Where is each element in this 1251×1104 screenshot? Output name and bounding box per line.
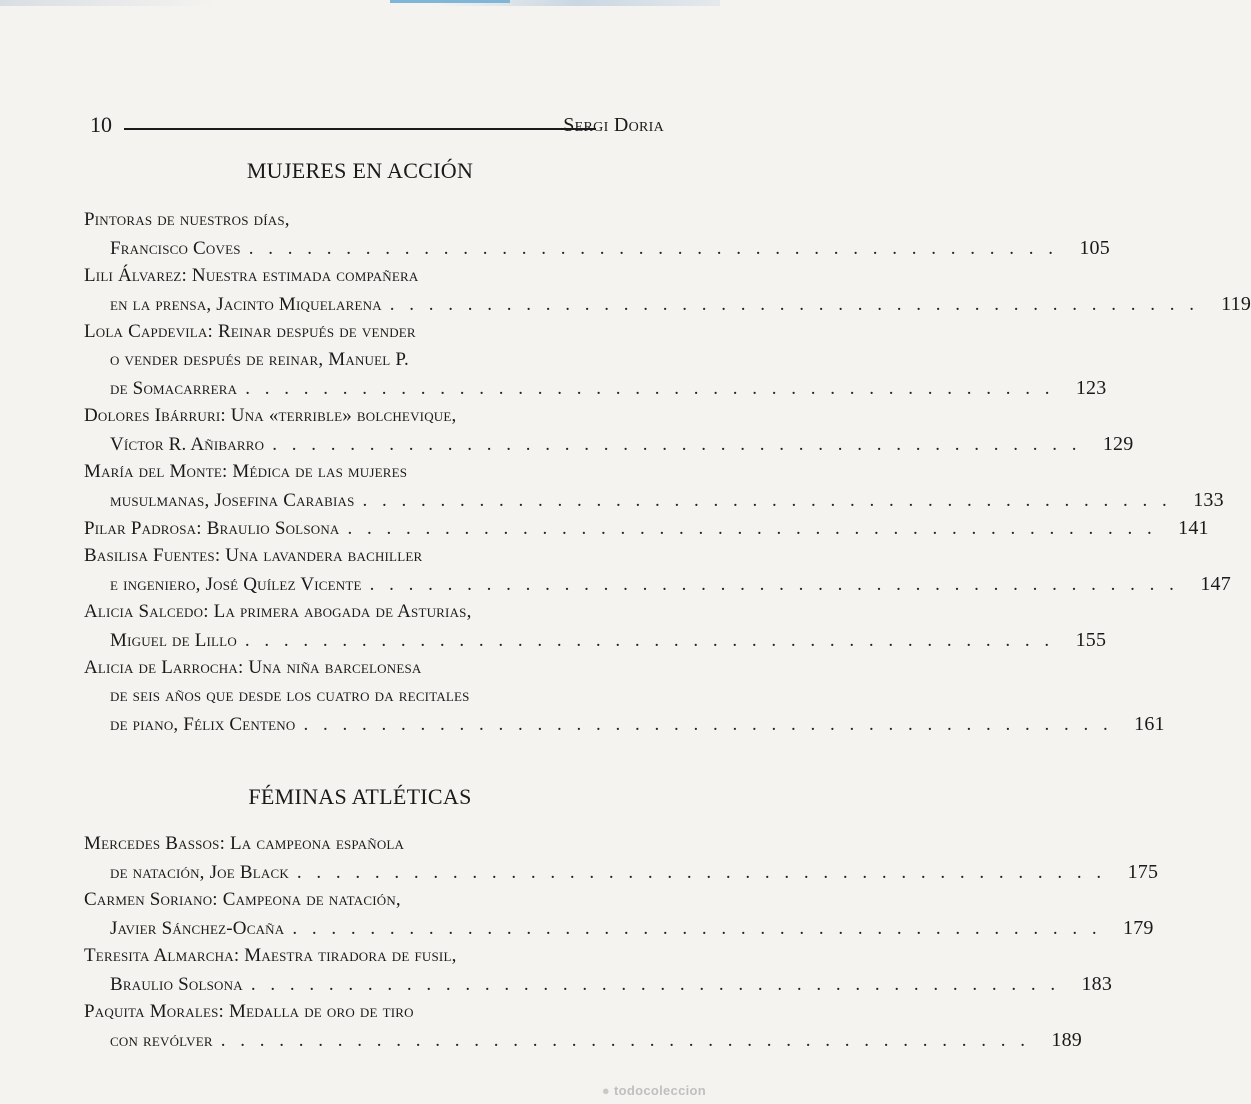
- toc-entry-author: en la prensa, Jacinto Miquelarena: [110, 294, 382, 315]
- watermark-logo: ● todocoleccion: [601, 1083, 706, 1098]
- toc-entry: [84, 998, 1082, 1054]
- dot-leader: . . . . . . . . . . . . . . . . . . . . . . . . . . . . . . . . . . . . . . . . . .: [347, 518, 1157, 539]
- toc-entry-title-line: Basilisa Fuentes: Una lavandera bachiller: [84, 545, 423, 566]
- toc-entry-author: Pilar Padrosa: Braulio Solsona: [84, 518, 340, 539]
- toc-entry-title-line: Dolores Ibárruri: Una «terrible» bolchevique,: [84, 405, 457, 426]
- toc-entry-author: de Somacarrera: [110, 378, 238, 399]
- toc-entry-title-line: de seis años que desde los cuatro da recitales: [110, 685, 470, 706]
- dot-leader: . . . . . . . . . . . . . . . . . . . . . . . . . . . . . . . . . . . . . . . . . .: [244, 630, 1055, 651]
- toc-entry: [84, 318, 1107, 402]
- toc-page-number: 147: [1200, 573, 1231, 595]
- dot-leader: . . . . . . . . . . . . . . . . . . . . . . . . . . . . . . . . . . . . . . . . . .: [250, 974, 1061, 995]
- toc-page-number: 179: [1123, 917, 1154, 939]
- toc-entry-author: con revólver: [110, 1030, 213, 1051]
- toc-entry-title-line: Alicia Salcedo: La primera abogada de Asturias,: [84, 601, 472, 622]
- toc-page-number: 161: [1134, 713, 1165, 735]
- toc-entry: [84, 458, 1224, 514]
- toc-page-number: 105: [1079, 237, 1110, 259]
- toc-page-number: 155: [1075, 629, 1107, 651]
- toc-entry-author: Braulio Solsona: [110, 974, 243, 995]
- dot-leader: . . . . . . . . . . . . . . . . . . . . . . . . . . . . . . . . . . . . . . . . . .: [389, 294, 1200, 315]
- toc-entry: [84, 262, 1251, 318]
- dot-leader: . . . . . . . . . . . . . . . . . . . . . . . . . . . . . . . . . . . . . . . . . .: [220, 1030, 1030, 1051]
- toc-section-mujeres: [84, 206, 1251, 738]
- toc-page-number: 141: [1178, 517, 1209, 539]
- top-scan-edge: [0, 0, 720, 6]
- toc-entry-last-line: [84, 290, 1251, 318]
- toc-entry: [84, 542, 1231, 598]
- toc-entry-title-line: Lola Capdevila: Reinar después de vender: [84, 321, 416, 342]
- toc-page-number: 119: [1221, 293, 1251, 315]
- toc-section-feminas: [84, 830, 1159, 1054]
- toc-entry-last-line: [84, 570, 1231, 598]
- toc-entry-last-line: [84, 1026, 1082, 1054]
- toc-entry-last-line: [84, 374, 1107, 402]
- toc-entry: [84, 942, 1113, 998]
- dot-leader: . . . . . . . . . . . . . . . . . . . . . . . . . . . . . . . . . . . . . . . . . .: [248, 238, 1058, 259]
- toc-entry-title-line: Mercedes Bassos: La campeona española: [84, 833, 405, 854]
- top-color-mark: [390, 0, 510, 3]
- toc-entry: [84, 514, 1209, 542]
- toc-entry: [84, 830, 1159, 886]
- toc-entry-last-line: [84, 514, 1209, 542]
- header-rule: [124, 128, 596, 130]
- section-title-feminas: FÉMINAS ATLÉTICAS: [248, 784, 472, 809]
- toc-page-number: 183: [1081, 973, 1113, 995]
- dot-leader: . . . . . . . . . . . . . . . . . . . . . . . . . . . . . . . . . . . . . . . . . .: [362, 490, 1172, 511]
- toc-entry-author: Javier Sánchez-Ocaña: [110, 918, 285, 939]
- toc-entry-title-line: Pintoras de nuestros días,: [84, 209, 290, 230]
- toc-entry-title-line: o vender después de reinar, Manuel P.: [110, 349, 409, 370]
- toc-entry-last-line: [84, 626, 1107, 654]
- toc-entry: [84, 402, 1134, 458]
- toc-page-number: 129: [1102, 433, 1134, 455]
- toc-entry: [84, 886, 1154, 942]
- toc-page-number: 189: [1051, 1029, 1082, 1051]
- toc-entry-title-line: Lili Álvarez: Nuestra estimada compañera: [84, 265, 419, 286]
- toc-entry-title-line: Paquita Morales: Medalla de oro de tiro: [84, 1001, 414, 1022]
- toc-entry-last-line: [84, 430, 1134, 458]
- toc-entry-author: Francisco Coves: [110, 238, 241, 259]
- toc-entry-author: musulmanas, Josefina Carabias: [110, 490, 355, 511]
- toc-entry-last-line: [84, 486, 1224, 514]
- toc-entry-last-line: [84, 970, 1113, 998]
- toc-entry-author: de natación, Joe Black: [110, 862, 289, 883]
- dot-leader: . . . . . . . . . . . . . . . . . . . . . . . . . . . . . . . . . . . . . . . . . .: [272, 434, 1082, 455]
- toc-page-number: 175: [1127, 861, 1159, 883]
- toc-entry-author: e ingeniero, José Quílez Vicente: [110, 574, 362, 595]
- toc-entry-author: Víctor R. Añibarro: [110, 434, 265, 455]
- toc-entry-author: de piano, Félix Centeno: [110, 714, 296, 735]
- running-head-author: Sergi Doria: [563, 114, 664, 136]
- dot-leader: . . . . . . . . . . . . . . . . . . . . . . . . . . . . . . . . . . . . . . . . . .: [303, 714, 1113, 735]
- toc-page-number: 123: [1075, 377, 1107, 399]
- toc-entry-last-line: [84, 914, 1154, 942]
- toc-entry-last-line: [84, 858, 1159, 886]
- dot-leader: . . . . . . . . . . . . . . . . . . . . . . . . . . . . . . . . . . . . . . . . . .: [245, 378, 1055, 399]
- page-header: [84, 108, 664, 142]
- toc-entry: [84, 598, 1107, 654]
- toc-entry-last-line: [84, 710, 1165, 738]
- toc-entry-title-line: Alicia de Larrocha: Una niña barcelonesa: [84, 657, 422, 678]
- toc-entry-title-line: Carmen Soriano: Campeona de natación,: [84, 889, 401, 910]
- toc-entry: [84, 206, 1110, 262]
- dot-leader: . . . . . . . . . . . . . . . . . . . . . . . . . . . . . . . . . . . . . . . . . .: [369, 574, 1179, 595]
- page-number: 10: [90, 112, 112, 137]
- dot-leader: . . . . . . . . . . . . . . . . . . . . . . . . . . . . . . . . . . . . . . . . . .: [292, 918, 1102, 939]
- toc-entry: [84, 654, 1165, 738]
- toc-page-number: 133: [1193, 489, 1224, 511]
- dot-leader: . . . . . . . . . . . . . . . . . . . . . . . . . . . . . . . . . . . . . . . . . .: [296, 862, 1107, 883]
- section-title-mujeres: MUJERES EN ACCIÓN: [246, 158, 474, 183]
- toc-entry-author: Miguel de Lillo: [110, 630, 237, 651]
- toc-entry-title-line: Teresita Almarcha: Maestra tiradora de fusil,: [84, 945, 457, 966]
- toc-entry-title-line: María del Monte: Médica de las mujeres: [84, 461, 408, 482]
- toc-entry-last-line: [84, 234, 1110, 262]
